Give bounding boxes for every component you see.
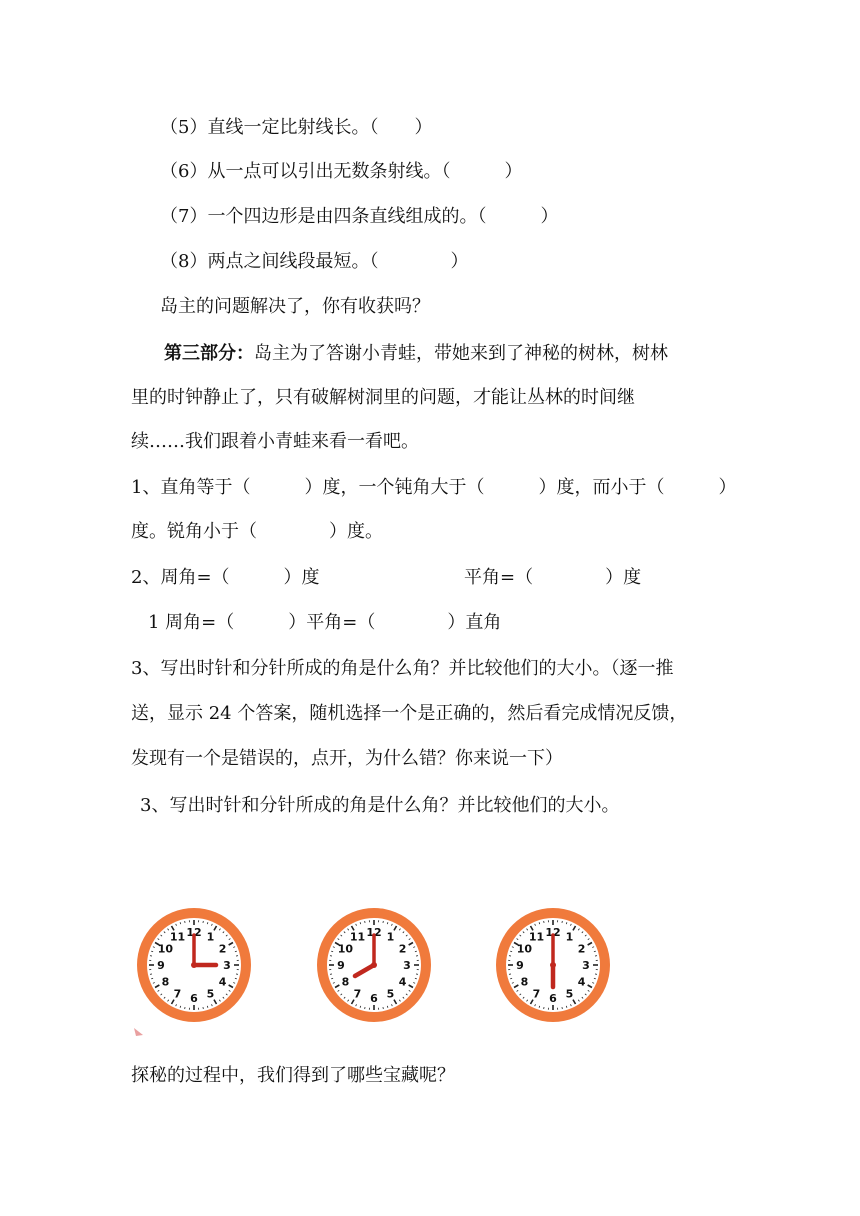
q2-conversion: 1 周角=（ ）平角=（ ）直角 <box>148 612 502 633</box>
clock-numeral: 12 <box>366 926 382 939</box>
q3-line-3: 发现有一个是错误的，点开，为什么错？你来说一下） <box>131 748 563 769</box>
clock-numeral: 1 <box>386 930 395 944</box>
item-5: （5）直线一定比射线长。（ ） <box>160 117 433 138</box>
clock-numeral: 8 <box>520 975 529 989</box>
clock-numeral: 1 <box>565 930 574 944</box>
clock-numeral: 1 <box>206 930 215 944</box>
clock-numeral: 10 <box>516 942 533 956</box>
part3-heading: 第三部分： <box>164 343 254 364</box>
clock-numeral: 6 <box>549 992 557 1005</box>
clock-numeral: 3 <box>403 959 411 972</box>
q2-full-angle: 2、周角=（ ）度 <box>131 567 320 588</box>
transition-text: 岛主的问题解决了，你有收获吗？ <box>160 296 430 317</box>
clock-numeral: 6 <box>190 992 198 1005</box>
clock-center <box>371 962 377 968</box>
item-6: （6）从一点可以引出无数条射线。（ ） <box>160 161 523 182</box>
clock-numeral: 7 <box>353 987 362 1001</box>
clock-numeral: 12 <box>186 926 202 939</box>
closing-question: 探秘的过程中，我们得到了哪些宝藏呢？ <box>131 1065 455 1086</box>
clock-numeral: 4 <box>218 975 227 989</box>
clock-numeral: 8 <box>341 975 350 989</box>
part3-text-1: 岛主为了答谢小青蛙，带她来到了神秘的树林，树林 <box>254 343 668 364</box>
item-8: （8）两点之间线段最短。（ ） <box>160 251 469 272</box>
item-7: （7）一个四边形是由四条直线组成的。（ ） <box>160 206 559 227</box>
clock-2 <box>313 904 435 1026</box>
part3-text-3: 续……我们跟着小青蛙来看一看吧。 <box>131 431 419 452</box>
clock-numeral: 11 <box>169 930 186 944</box>
clock-numeral: 3 <box>582 959 590 972</box>
clock-numeral: 5 <box>386 987 395 1001</box>
clock-numeral: 4 <box>398 975 407 989</box>
clock-numeral: 9 <box>516 959 524 972</box>
clock-numeral: 2 <box>398 942 407 956</box>
clock-numeral: 6 <box>370 992 378 1005</box>
clock-numeral: 7 <box>173 987 182 1001</box>
clock-numeral: 11 <box>528 930 545 944</box>
q2-straight-angle: 平角=（ ）度 <box>464 567 642 588</box>
clock-numeral: 8 <box>161 975 170 989</box>
clock-3 <box>492 904 614 1026</box>
q1-line-1: 1、直角等于（ ）度，一个钝角大于（ ）度，而小于（ ） <box>131 477 737 498</box>
clock-numeral: 5 <box>565 987 574 1001</box>
clock-numeral: 3 <box>223 959 231 972</box>
part3-first-line <box>164 342 668 366</box>
clock-numeral: 12 <box>545 926 561 939</box>
clock-numeral: 2 <box>577 942 586 956</box>
corner-mark-icon <box>132 1026 146 1038</box>
clock-numeral: 9 <box>157 959 165 972</box>
clock-numeral: 2 <box>218 942 227 956</box>
clock-numeral: 9 <box>337 959 345 972</box>
clock-1 <box>133 904 255 1026</box>
q1-line-2: 度。锐角小于（ ）度。 <box>131 521 383 542</box>
q3-repeat: 3、写出时针和分针所成的角是什么角？并比较他们的大小。 <box>140 795 620 816</box>
clock-numeral: 5 <box>206 987 215 1001</box>
clock-numeral: 10 <box>157 942 174 956</box>
clock-numeral: 11 <box>349 930 366 944</box>
clock-numeral: 7 <box>532 987 541 1001</box>
q3-line-1: 3、写出时针和分针所成的角是什么角？并比较他们的大小。（逐一推 <box>131 658 674 679</box>
clock-center <box>550 962 556 968</box>
clock-center <box>191 962 197 968</box>
clock-numeral: 10 <box>337 942 354 956</box>
q3-line-2: 送，显示 24 个答案，随机选择一个是正确的，然后看完成情况反馈， <box>131 703 688 724</box>
part3-text-2: 里的时钟静止了，只有破解树洞里的问题，才能让丛林的时间继 <box>131 387 635 408</box>
clock-numeral: 4 <box>577 975 586 989</box>
